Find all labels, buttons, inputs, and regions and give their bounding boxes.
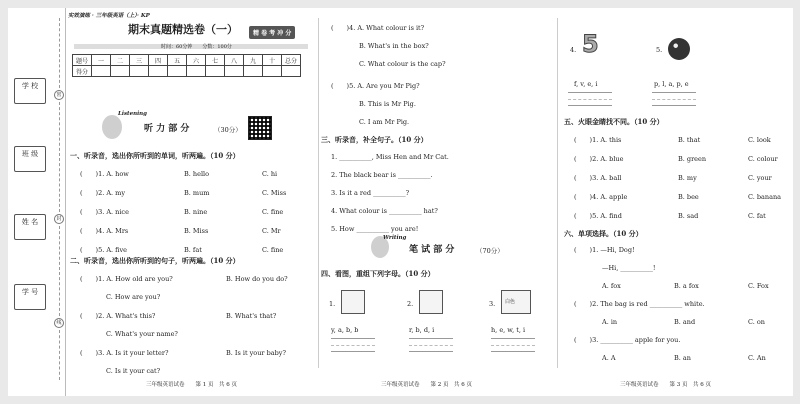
page-footer: 三年级英语试卷 第 2 页 共 6 页 <box>381 382 472 388</box>
listening-tag: Listening <box>118 111 148 117</box>
item-number: 1. <box>329 300 336 308</box>
seal-mark: 密 <box>54 90 64 100</box>
seal-line <box>59 102 60 212</box>
option-a[interactable]: ( )5. A. find <box>574 212 622 220</box>
fill-blank-item[interactable]: 3. Is it a red __________? <box>331 189 410 197</box>
option-c[interactable]: C. Fox <box>748 282 769 290</box>
column-divider <box>318 18 319 368</box>
scrambled-letters: h, e, w, t, i <box>491 326 526 334</box>
option-c[interactable]: C. look <box>748 136 771 144</box>
option-c[interactable]: C. colour <box>748 155 778 163</box>
badge: 精 卷 考 冲 分 <box>249 26 295 39</box>
option-b[interactable]: B. Is it your baby? <box>226 349 286 357</box>
option-a[interactable]: ( )1. A. How old are you? <box>80 275 173 283</box>
score-header-cell: 总分 <box>282 55 301 66</box>
option-a[interactable]: A. in <box>602 318 618 326</box>
option-c[interactable]: C. your <box>748 174 772 182</box>
option-c[interactable]: C. fine <box>262 208 284 216</box>
option-a[interactable]: A. fox <box>602 282 621 290</box>
option-c[interactable]: C. fine <box>262 246 284 254</box>
page-footer: 三年级英语试卷 第 1 页 共 6 页 <box>146 382 237 388</box>
answer-lines[interactable] <box>331 338 375 352</box>
score-cell[interactable] <box>282 66 301 77</box>
q4-option-c[interactable]: C. What colour is the cap? <box>359 60 446 68</box>
score-cell[interactable] <box>149 66 168 77</box>
score-cell[interactable] <box>225 66 244 77</box>
box-label: 白色 <box>505 299 516 305</box>
mc-question-1-reply: —Hi, __________! <box>602 264 656 272</box>
score-header-cell: 一 <box>92 55 111 66</box>
option-a[interactable]: ( )3. A. nice <box>80 208 129 216</box>
option-a[interactable]: ( )2. A. What's this? <box>80 312 156 320</box>
apple-picture-icon <box>668 38 690 60</box>
class-field[interactable]: 班 级 <box>14 146 46 172</box>
scrambled-letters: y, a, b, b <box>331 326 359 334</box>
section-6-heading: 六、单项选择。（10 分） <box>564 229 643 238</box>
option-c[interactable]: C. on <box>748 318 765 326</box>
option-c[interactable]: C. fat <box>748 212 766 220</box>
option-a[interactable]: ( )3. A. ball <box>574 174 622 182</box>
option-b[interactable]: B. hello <box>184 170 210 178</box>
option-b[interactable]: B. mum <box>184 189 210 197</box>
page-2-column <box>321 8 557 396</box>
page-footer: 三年级英语试卷 第 3 页 共 6 页 <box>620 382 711 388</box>
q4-option-a[interactable]: ( )4. A. What colour is it? <box>331 24 425 32</box>
column-divider <box>557 18 558 368</box>
option-b[interactable]: B. nine <box>184 208 208 216</box>
option-b[interactable]: B. What's that? <box>226 312 277 320</box>
option-b[interactable]: B. a fox <box>674 282 699 290</box>
score-header-cell: 三 <box>130 55 149 66</box>
score-cell[interactable] <box>244 66 263 77</box>
seal-line <box>59 226 60 316</box>
scrambled-letters: p, l, a, p, e <box>654 80 689 88</box>
score-cell[interactable] <box>206 66 225 77</box>
section-2-heading: 二、听录音，选出你所听到的句子，听两遍。（10 分） <box>70 256 240 265</box>
option-b[interactable]: B. fat <box>184 246 202 254</box>
answer-lines[interactable] <box>652 92 696 106</box>
option-c[interactable]: C. What's your name? <box>106 330 178 338</box>
answer-lines[interactable] <box>491 338 535 352</box>
answer-lines[interactable] <box>568 92 612 106</box>
option-b[interactable]: B. Miss <box>184 227 209 235</box>
scrambled-letters: r, b, d, i <box>409 326 435 334</box>
score-header-cell: 五 <box>168 55 187 66</box>
score-header-cell: 题号 <box>73 55 92 66</box>
option-a[interactable]: ( )5. A. five <box>80 246 128 254</box>
option-a[interactable]: ( )3. A. Is it your letter? <box>80 349 169 357</box>
score-header-cell: 十 <box>263 55 282 66</box>
scrambled-letters: f, v, e, i <box>574 80 598 88</box>
writing-section-title: 笔 试 部 分 <box>409 245 455 255</box>
option-c[interactable]: C. Is it your cat? <box>106 367 161 375</box>
listening-score: （30分） <box>214 126 242 134</box>
score-cell[interactable] <box>263 66 282 77</box>
score-cell[interactable] <box>168 66 187 77</box>
listening-mascot-icon <box>102 115 122 139</box>
student-id-field[interactable]: 学 号 <box>14 284 46 310</box>
exam-sheet <box>8 8 793 396</box>
item-number: 3. <box>489 300 496 308</box>
score-cell[interactable] <box>187 66 206 77</box>
q5-option-a[interactable]: ( )5. A. Are you Mr Pig? <box>331 82 420 90</box>
option-b[interactable]: B. bee <box>678 193 699 201</box>
page-3-column <box>560 8 793 396</box>
item-number: 2. <box>407 300 414 308</box>
option-b[interactable]: B. and <box>674 318 696 326</box>
q4-option-b[interactable]: B. What's in the box? <box>359 42 429 50</box>
option-c[interactable]: C. An <box>748 354 766 362</box>
series-header: 实效演练 · 三年级英语（上）· KP <box>68 13 150 19</box>
time-score-meta: 时间：60分钟 分数：100分 <box>161 44 232 50</box>
school-field[interactable]: 学 校 <box>14 78 46 104</box>
option-c[interactable]: C. How are you? <box>106 293 161 301</box>
mc-question-1: ( )1. —Hi, Dog! <box>574 246 635 254</box>
fill-blank-item[interactable]: 4. What colour is __________ hat? <box>331 207 438 215</box>
score-header-cell: 七 <box>206 55 225 66</box>
fill-blank-item[interactable]: 1. __________, Miss Hen and Mr Cat. <box>331 153 449 161</box>
section-4-heading: 四、看图，重组下列字母。（10 分） <box>321 269 435 278</box>
option-b[interactable]: B. How do you do? <box>226 275 288 283</box>
option-b[interactable]: B. that <box>678 136 701 144</box>
section-3-heading: 三、听录音，补全句子。（10 分） <box>321 135 428 144</box>
seal-mark: 线 <box>54 318 64 328</box>
option-c[interactable]: C. banana <box>748 193 782 201</box>
digit-five-picture: 5 <box>582 30 599 58</box>
option-a[interactable]: A. A <box>602 354 616 362</box>
item-number: 5. <box>656 46 663 54</box>
answer-lines[interactable] <box>409 338 453 352</box>
qr-code-icon[interactable] <box>248 116 272 140</box>
score-cell[interactable] <box>130 66 149 77</box>
seal-mark: 封 <box>54 214 64 224</box>
baby-picture-icon <box>341 290 365 314</box>
mc-question-3: ( )3. __________ apple for you. <box>574 336 681 344</box>
page-title: 期末真题精选卷（一） <box>128 23 238 36</box>
item-number: 4. <box>570 46 577 54</box>
section-5-heading: 五、火眼金睛找不同。（10 分） <box>564 117 664 126</box>
option-c[interactable]: C. hi <box>262 170 278 178</box>
score-header-cell: 四 <box>149 55 168 66</box>
score-header-cell: 九 <box>244 55 263 66</box>
section-1-heading: 一、听录音，选出你所听到的单词，听两遍。（10 分） <box>70 151 240 160</box>
page-1-column <box>66 8 316 396</box>
option-a[interactable]: ( )1. A. this <box>574 136 622 144</box>
option-c[interactable]: C. Miss <box>262 189 287 197</box>
fill-blank-item[interactable]: 2. The black bear is __________. <box>331 171 433 179</box>
writing-tag: Writing <box>383 235 407 241</box>
score-header-cell: 八 <box>225 55 244 66</box>
writing-score: （70分） <box>476 247 504 255</box>
option-a[interactable]: ( )2. A. my <box>80 189 126 197</box>
option-b[interactable]: B. an <box>674 354 691 362</box>
binding-sidebar <box>8 8 66 396</box>
option-b[interactable]: B. my <box>678 174 697 182</box>
score-header-cell: 二 <box>111 55 130 66</box>
option-a[interactable]: ( )1. A. how <box>80 170 129 178</box>
option-b[interactable]: B. sad <box>678 212 699 220</box>
score-table <box>72 54 301 77</box>
score-cell[interactable] <box>92 66 111 77</box>
q5-option-b[interactable]: B. This is Mr Pig. <box>359 100 416 108</box>
name-field[interactable]: 姓 名 <box>14 214 46 240</box>
listening-section-title: 听 力 部 分 <box>144 124 190 134</box>
score-header-cell: 六 <box>187 55 206 66</box>
option-a[interactable]: ( )4. A. Mrs <box>80 227 129 235</box>
score-row-label: 得分 <box>73 66 92 77</box>
mc-question-2: ( )2. The bag is red __________ white. <box>574 300 705 308</box>
option-a[interactable]: ( )2. A. blue <box>574 155 624 163</box>
score-cell[interactable] <box>111 66 130 77</box>
fill-blank-item[interactable]: 5. How __________ you are! <box>331 225 419 233</box>
bird-picture-icon <box>419 290 443 314</box>
q5-option-c[interactable]: C. I am Mr Pig. <box>359 118 410 126</box>
option-c[interactable]: C. Mr <box>262 227 281 235</box>
option-a[interactable]: ( )4. A. apple <box>574 193 628 201</box>
seal-line <box>59 18 60 88</box>
seal-line <box>59 330 60 380</box>
option-b[interactable]: B. green <box>678 155 707 163</box>
